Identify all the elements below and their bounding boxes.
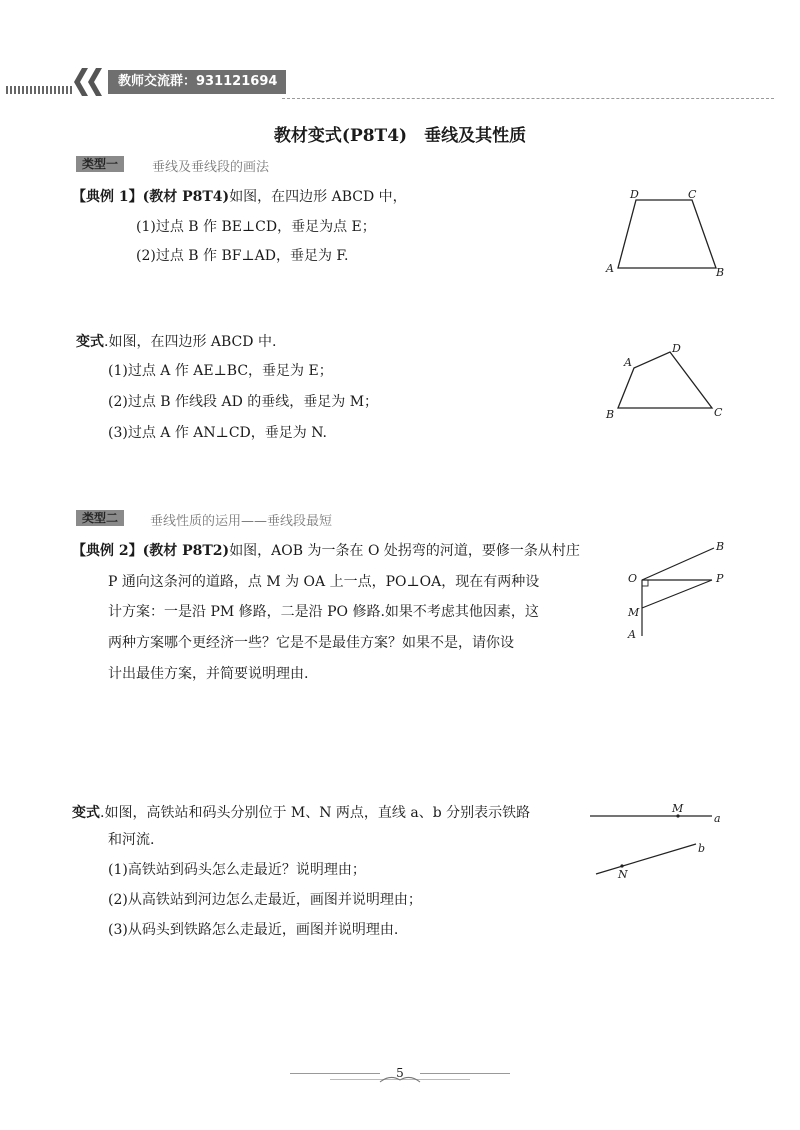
- example2-source: (教材 P8T2): [142, 543, 230, 559]
- fig2-label-c: C: [714, 406, 723, 419]
- fig4-label-a: a: [714, 812, 721, 825]
- variant1-item-3: (3)过点 A 作 AN⊥CD，垂足为 N.: [108, 425, 328, 441]
- fig1-label-d: D: [630, 188, 639, 201]
- page-title: 教材变式(P8T4) 垂线及其性质: [273, 126, 527, 146]
- section1-title: 垂线及垂线段的画法: [152, 160, 270, 175]
- fig2-label-b: B: [606, 408, 615, 421]
- example1-line: [72, 187, 407, 207]
- variant2-text-1: .如图，高铁站和码头分别位于 M、N 两点，直线 a、b 分别表示铁路: [100, 805, 531, 821]
- example1-intro: 如图，在四边形 ABCD 中，: [229, 189, 407, 205]
- variant1-item-1: (1)过点 A 作 AE⊥BC，垂足为 E；: [108, 363, 333, 379]
- variant1-tag: 变式: [76, 334, 104, 350]
- fig4-label-n: N: [618, 868, 628, 881]
- fig3-label-a: A: [628, 628, 636, 641]
- fig3-label-o: O: [628, 572, 638, 585]
- page-number: 5: [396, 1066, 404, 1080]
- variant2-item-3: (3)从码头到铁路怎么走最近，画图并说明理由.: [108, 922, 399, 938]
- variant2-item-1: (1)高铁站到码头怎么走最近？说明理由；: [108, 862, 366, 878]
- header-stripes: [6, 86, 72, 94]
- figure-lines-ab: [584, 800, 730, 884]
- footer-rule-right: [420, 1073, 510, 1074]
- variant1-intro: .如图，在四边形 ABCD 中.: [104, 334, 277, 350]
- example2-line-1: [72, 541, 580, 561]
- fig4-label-m: M: [672, 802, 684, 815]
- variant1-line: [76, 332, 276, 352]
- fig1-label-c: C: [688, 188, 697, 201]
- fig2-label-d: D: [672, 342, 681, 355]
- fig3-label-b: B: [716, 540, 725, 553]
- figure-quadrilateral-abcd: [600, 336, 730, 422]
- example1-item-2: (2)过点 B 作 BF⊥AD，垂足为 F.: [136, 248, 349, 264]
- header-divider: [282, 98, 774, 99]
- variant2-tag: 变式: [72, 805, 100, 821]
- example1-item-1: (1)过点 B 作 BE⊥CD，垂足为点 E；: [136, 219, 376, 235]
- example1-source: (教材 P8T4): [142, 189, 230, 205]
- example2-text-5: 计出最佳方案，并简要说明理由.: [108, 666, 309, 682]
- fig1-label-b: B: [716, 266, 725, 279]
- figure-river-aob: [620, 536, 730, 644]
- fig2-label-a: A: [624, 356, 632, 369]
- example1-tag: 【典例 1】: [72, 189, 143, 205]
- example2-text-4: 两种方案哪个更经济一些？它是不是最佳方案？如果不是，请你设: [108, 635, 514, 651]
- variant2-item-2: (2)从高铁站到河边怎么走最近，画图并说明理由；: [108, 892, 422, 908]
- section2-title: 垂线性质的运用——垂线段最短: [150, 514, 333, 529]
- footer-rule-left: [290, 1073, 380, 1074]
- variant2-text-2: 和河流.: [108, 832, 155, 848]
- variant1-item-2: (2)过点 B 作线段 AD 的垂线，垂足为 M；: [108, 394, 379, 410]
- fig3-label-p: P: [716, 572, 724, 585]
- teacher-group-label: 教师交流群：931121694: [108, 70, 286, 94]
- section1-badge: 类型一: [76, 156, 124, 172]
- example2-text-3: 计方案：一是沿 PM 修路，二是沿 PO 修路.如果不考虑其他因素，这: [108, 604, 539, 620]
- example2-text-1: 如图，AOB 为一条在 O 处拐弯的河道，要修一条从村庄: [229, 543, 580, 559]
- example2-text-2: P 通向这条河的道路，点 M 为 OA 上一点，PO⊥OA，现在有两种设: [108, 574, 540, 590]
- fig4-label-b: b: [698, 842, 706, 855]
- fig1-label-a: A: [606, 262, 614, 275]
- example2-tag: 【典例 2】: [72, 543, 143, 559]
- variant2-line-1: [72, 803, 530, 823]
- section2-badge: 类型二: [76, 510, 124, 526]
- double-chevron-icon: [72, 66, 112, 98]
- fig3-label-m: M: [628, 606, 640, 619]
- figure-trapezoid-abcd: [600, 184, 730, 280]
